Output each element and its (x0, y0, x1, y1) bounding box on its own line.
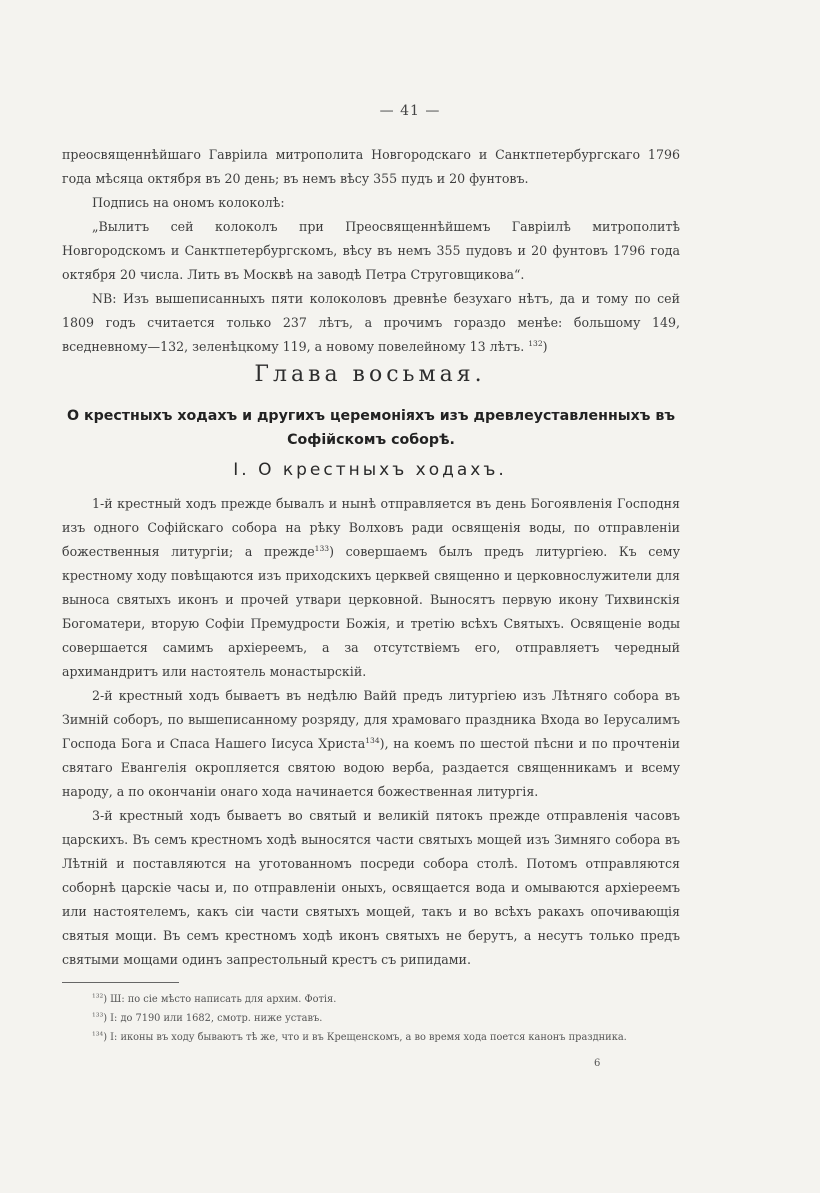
nb-paragraph: NB: Изъ вышеписанныхъ пяти колоколовъ древнѣе безухаго нѣтъ, да и тому по сей 1809 годъ считается только 237 лѣтъ, а прочимъ гораздо менѣе: большому 149, вседневному—132, зеленѣцкому 119, а новому повелейному 13 лѣтъ. $^{132}$) (62, 291, 680, 354)
footnote: $^{132}$) Ш: по сіе мѣсто написать для архим. Фотія. (92, 993, 337, 1005)
top-text-block (62, 143, 680, 359)
paragraph: преосвященнѣйшаго Гавріила митрополита Новгородскаго и Санктпетербургскаго 1796 года мѣсяца октября въ 20 день; въ немъ вѣсу 355 пудъ и 20 фунтовъ. (62, 147, 680, 186)
footnote: $^{134}$) I: иконы въ ходу бываютъ тѣ же, что и въ Крещенскомъ, а во время хода поется канонъ праздника. (92, 1031, 627, 1043)
footnotes (62, 990, 674, 1047)
inscription-quote: „Вылитъ сей колоколъ при Преосвященнѣйшемъ Гавріилѣ митрополитѣ Новгородскомъ и Санктпетербургскомъ, вѣсу въ немъ 355 пудовъ и 20 фунтовъ 1796 года октября 20 числа. Лить въ Москвѣ на заводѣ Петра Струговщикова“. (62, 219, 680, 282)
body-text-block (62, 492, 680, 972)
footnote: $^{133}$) I: до 7190 или 1682, смотр. ниже уставъ. (92, 1012, 323, 1024)
paragraph: 2-й крестный ходъ бываетъ въ недѣлю Вайй предъ литургіею изъ Лѣтняго собора въ Зимній соборъ, по вышеписанному розряду, для храмоваго праздника Входа во Іерусалимъ Господа Бога и Спаса Нашего Іисуса Христа$^{134}$), на коемъ по шестой пѣсни и по прочтеніи святаго Евангелія окропляется святою водою верба, раздается священникамъ и всему народу, а по окончаніи онаго хода начинается божественная литургія. (62, 688, 681, 799)
footnote-ref: 133 (314, 543, 330, 553)
section-title: I. О крестныхъ ходахъ. (233, 460, 507, 480)
page-number: — 41 — (379, 103, 441, 119)
paragraph: 3-й крестный ходъ бываетъ во святый и великій пятокъ прежде отправленія часовъ царскихъ. Въ семъ крестномъ ходѣ выносятся части святыхъ мощей изъ Зимняго собора въ Лѣтній и поставляются на уготованномъ посреди собора столѣ. Потомъ отправляются соборнѣ царскіе часы и, по отправленіи оныхъ, освящается вода и омываются архіереемъ или настоятелемъ, какъ сіи части святыхъ мощей, такъ и во всѣхъ ракахъ опочивающія святыя мощи. Въ семъ крестномъ ходѣ иконъ святыхъ не берутъ, а несутъ только предъ святыми мощами одинъ запрестольный крестъ съ рипидами. (62, 808, 680, 967)
footnote-divider (62, 982, 179, 983)
chapter-title: Глава восьмая. (254, 362, 486, 387)
paragraph: Подпись на ономъ колоколѣ: (92, 195, 285, 210)
chapter-subtitle: О крестныхъ ходахъ и другихъ церемоніяхъ изъ древлеуставленныхъ въ Софійскомъ соборѣ. (66, 408, 676, 448)
footnote-ref: 132 (528, 338, 543, 348)
signature-mark: 6 (594, 1058, 601, 1069)
footnote-ref: 134 (365, 735, 380, 745)
paragraph: 1-й крестный ходъ прежде бывалъ и нынѣ отправляется въ день Богоявленія Господня изъ одного Софійскаго собора на рѣку Волховъ ради освященія воды, по отправленіи божественныя литургіи; а прежде$^{133}$) совершаемъ былъ предъ литургіею. Къ сему крестному ходу повѣщаются изъ приходскихъ церквей священно и церковнослужители для выноса святыхъ иконъ и прочей утвари церковной. Выносятъ первую икону Тихвинскія Богоматери, вторую Софіи Премудрости Божія, и третію всѣхъ Святыхъ. Освященіе воды совершается самимъ архіереемъ, а за отсутствіемъ его, отправляетъ чередный архимандритъ или настоятель монастырскій. (62, 496, 680, 679)
